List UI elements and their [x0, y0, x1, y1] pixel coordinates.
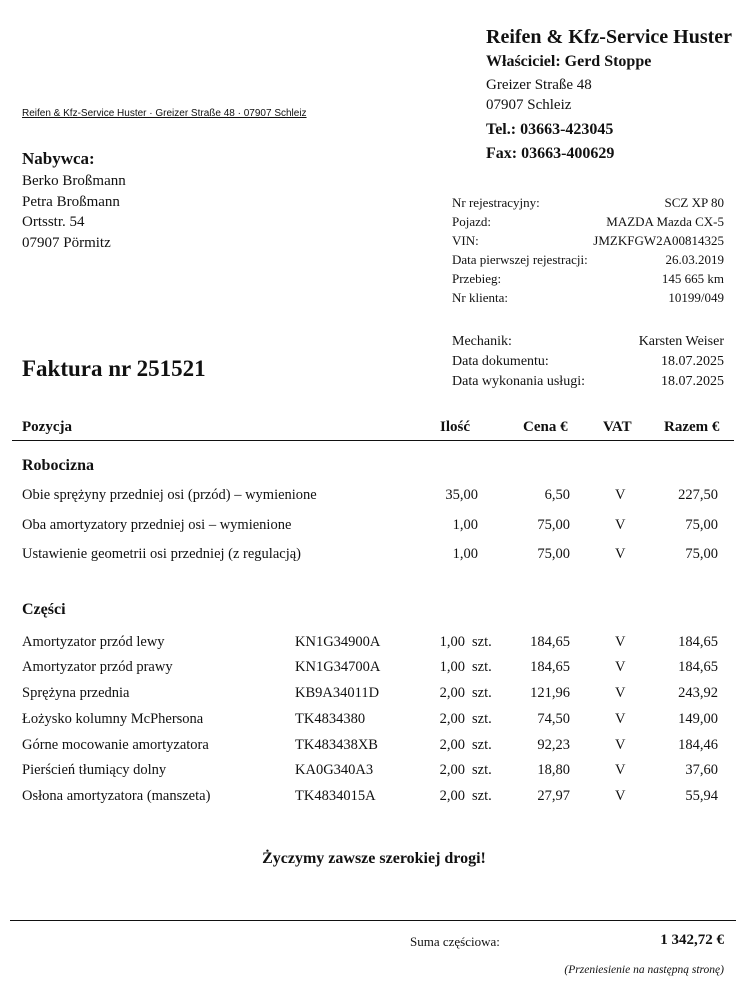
labor-total: 227,50	[678, 487, 718, 503]
buyer-line: 07907 Pörmitz	[22, 235, 111, 251]
part-total: 243,92	[678, 685, 718, 701]
meta-value: 18.07.2025	[661, 354, 724, 369]
part-total: 184,65	[678, 659, 718, 675]
part-code: KA0G340A3	[295, 762, 374, 778]
part-qty: 2,00	[439, 711, 465, 727]
labor-price: 75,00	[537, 517, 570, 533]
part-qty: 1,00	[439, 659, 465, 675]
part-desc: Sprężyna przednia	[22, 685, 130, 701]
part-vat: V	[615, 659, 626, 675]
footer-divider	[10, 920, 736, 921]
part-unit: szt.	[472, 711, 492, 727]
part-code: TK483438XB	[295, 737, 378, 753]
sender-address-line: Reifen & Kfz-Service Huster · Greizer Straße 48 · 07907 Schleiz	[22, 108, 307, 119]
vehicle-value: MAZDA Mazda CX-5	[606, 214, 724, 229]
labor-total: 75,00	[685, 517, 718, 533]
part-vat: V	[615, 762, 626, 778]
col-header-position: Pozycja	[22, 419, 72, 435]
invoice-title: Faktura nr 251521	[22, 356, 206, 381]
labor-qty: 35,00	[445, 487, 478, 503]
vehicle-value: 26.03.2019	[665, 252, 724, 267]
part-price: 121,96	[530, 685, 570, 701]
part-desc: Łożysko kolumny McPhersona	[22, 711, 204, 727]
part-code: KN1G34700A	[295, 659, 381, 675]
carry-over-note: (Przeniesienie na następną stronę)	[564, 964, 724, 976]
labor-vat: V	[615, 517, 626, 533]
vehicle-value: 145 665 km	[661, 271, 724, 286]
part-vat: V	[615, 737, 626, 753]
buyer-label: Nabywca:	[22, 149, 95, 168]
labor-qty: 1,00	[452, 546, 478, 562]
labor-vat: V	[615, 546, 626, 562]
part-desc: Górne mocowanie amortyzatora	[22, 737, 209, 753]
part-unit: szt.	[472, 762, 492, 778]
vehicle-label: VIN:	[452, 233, 479, 248]
part-vat: V	[615, 634, 626, 650]
labor-desc: Obie sprężyny przedniej osi (przód) – wymienione	[22, 487, 317, 503]
part-code: TK4834380	[295, 711, 366, 727]
vehicle-label: Nr rejestracyjny:	[452, 195, 540, 210]
col-header-qty: Ilość	[440, 419, 470, 435]
subtotal-label: Suma częściowa:	[410, 934, 500, 949]
part-code: KB9A34011D	[295, 685, 380, 701]
vehicle-label: Przebieg:	[452, 271, 502, 286]
part-qty: 1,00	[439, 634, 465, 650]
company-name: Reifen & Kfz-Service Huster	[486, 26, 733, 48]
company-owner: Właściciel: Gerd Stoppe	[486, 53, 652, 70]
part-price: 184,65	[530, 659, 570, 675]
vehicle-value: SCZ XP 80	[664, 195, 724, 210]
meta-value: Karsten Weiser	[638, 334, 724, 349]
part-qty: 2,00	[439, 788, 465, 804]
col-header-vat: VAT	[603, 419, 632, 435]
labor-total: 75,00	[685, 546, 718, 562]
labor-qty: 1,00	[452, 517, 478, 533]
part-unit: szt.	[472, 659, 492, 675]
meta-label: Data dokumentu:	[452, 354, 549, 369]
part-price: 27,97	[537, 788, 570, 804]
labor-vat: V	[615, 487, 626, 503]
labor-price: 6,50	[544, 487, 570, 503]
meta-label: Mechanik:	[452, 334, 512, 349]
company-fax: Fax: 03663-400629	[486, 145, 615, 162]
part-vat: V	[615, 788, 626, 804]
part-total: 55,94	[685, 788, 718, 804]
part-unit: szt.	[472, 788, 492, 804]
header-divider	[12, 440, 734, 441]
part-qty: 2,00	[439, 762, 465, 778]
part-code: TK4834015A	[295, 788, 376, 804]
part-unit: szt.	[472, 685, 492, 701]
company-tel: Tel.: 03663-423045	[486, 121, 614, 138]
labor-price: 75,00	[537, 546, 570, 562]
part-total: 149,00	[678, 711, 718, 727]
part-price: 184,65	[530, 634, 570, 650]
meta-label: Data wykonania usługi:	[452, 374, 585, 389]
company-city: 07907 Schleiz	[486, 97, 572, 113]
part-price: 18,80	[537, 762, 570, 778]
part-total: 184,65	[678, 634, 718, 650]
labor-desc: Oba amortyzatory przedniej osi – wymienione	[22, 517, 292, 533]
labor-desc: Ustawienie geometrii osi przedniej (z regulacją)	[22, 546, 302, 562]
part-desc: Osłona amortyzatora (manszeta)	[22, 788, 211, 804]
part-unit: szt.	[472, 737, 492, 753]
part-code: KN1G34900A	[295, 634, 381, 650]
part-desc: Amortyzator przód prawy	[22, 659, 173, 675]
vehicle-value: JMZKFGW2A00814325	[593, 233, 724, 248]
part-desc: Pierścień tłumiący dolny	[22, 762, 167, 778]
part-price: 74,50	[537, 711, 570, 727]
section-title-labor: Robocizna	[22, 457, 94, 474]
company-street: Greizer Straße 48	[486, 77, 592, 93]
part-price: 92,23	[537, 737, 570, 753]
closing-greeting: Życzymy zawsze szerokiej drogi!	[262, 850, 486, 867]
buyer-line: Ortsstr. 54	[22, 214, 85, 230]
part-total: 184,46	[678, 737, 718, 753]
buyer-line: Berko Broßmann	[22, 173, 126, 189]
buyer-line: Petra Broßmann	[22, 194, 120, 210]
subtotal-value: 1 342,72 €	[660, 932, 724, 948]
col-header-price: Cena €	[523, 419, 568, 435]
vehicle-label: Data pierwszej rejestracji:	[452, 252, 588, 267]
part-total: 37,60	[685, 762, 718, 778]
part-unit: szt.	[472, 634, 492, 650]
vehicle-label: Pojazd:	[452, 214, 491, 229]
part-vat: V	[615, 685, 626, 701]
section-title-parts: Części	[22, 601, 66, 618]
vehicle-value: 10199/049	[668, 290, 724, 305]
part-desc: Amortyzator przód lewy	[22, 634, 165, 650]
col-header-total: Razem €	[664, 419, 720, 435]
part-vat: V	[615, 711, 626, 727]
meta-value: 18.07.2025	[661, 374, 724, 389]
part-qty: 2,00	[439, 737, 465, 753]
vehicle-label: Nr klienta:	[452, 290, 508, 305]
part-qty: 2,00	[439, 685, 465, 701]
